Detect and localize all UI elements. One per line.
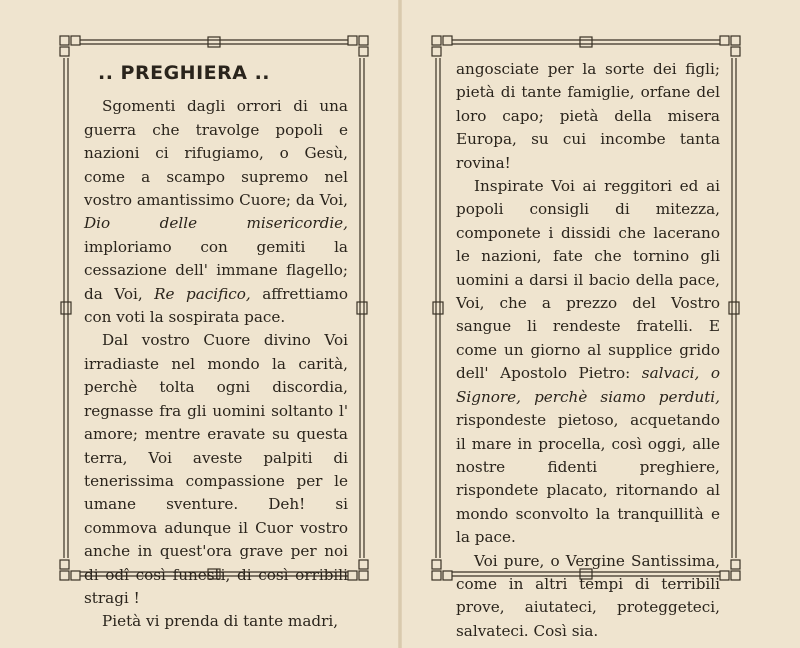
page-title: .. PREGHIERA .. — [98, 62, 271, 84]
paragraph-3: Pietà vi prenda di tante madri, — [102, 612, 339, 631]
italic-run: Dio delle misericordie, — [84, 214, 348, 233]
italic-run: Re pacifico, — [154, 284, 251, 303]
text-run: rispondeste pietoso, acquetando il mare in procella, così oggi, alle nostre fidenti preghiere, rispondete placato, ritornando al mondo sconvolto la tranquillità e la pace. — [456, 411, 720, 547]
paragraph-3: Voi pure, o Vergine Santissima, come in altri tempi di terribili prove, aiutateci, proteggeteci, salvateci. Così sia. — [456, 551, 720, 640]
paragraph-1: angosciate per la sorte dei figli; pietà di tante famiglie, orfane del loro capo; pietà della misera Europa, su cui incombe tanta rovina! — [456, 60, 720, 172]
text-run: Inspirate Voi ai reggitori ed ai popoli consigli di mitezza, componete i dissidi che lacerano le nazioni, fate che tornino gli uomini a darsi il bacio della pace, Voi, che a prezzo del Vostro sangue li rendeste fratelli. E come un giorno al supplice grido dell' Apostolo Pietro: — [456, 177, 720, 383]
text-run: affrettiamo con voti la sospirata pace. — [84, 284, 348, 327]
prayer-text-left — [84, 62, 348, 634]
text-run: Sgomenti dagli orrori di una guerra che travolge popoli e nazioni ci rifugiamo, o Gesù, come a scampo supremo nel vostro amantissimo Cuore; da Voi, — [84, 97, 348, 210]
paragraph-1 — [84, 95, 348, 329]
left-page — [58, 34, 370, 631]
page-fold — [398, 0, 402, 648]
paragraph-2 — [456, 175, 720, 550]
paragraph-2: Dal vostro Cuore divino Voi irradiaste nel mondo la carità, perchè tolta ogni discordia, regnasse fra gli uomini soltanto l' amore; mentre eravate su questa terra, Voi aveste palpiti di tenerissima compassione per le umane sventure. Deh! si commova adunque il Cuor vostro anche in quest'ora grave per noi di odî così funesti, di così orribili stragi ! — [84, 331, 348, 607]
italic-run: salvaci, o Signore, perchè siamo perduti, — [456, 364, 720, 406]
right-page — [430, 34, 742, 640]
prayer-text-right — [456, 58, 720, 643]
text-run: imploriamo con gemiti la cessazione dell' immane flagello; da Voi, — [84, 237, 348, 303]
